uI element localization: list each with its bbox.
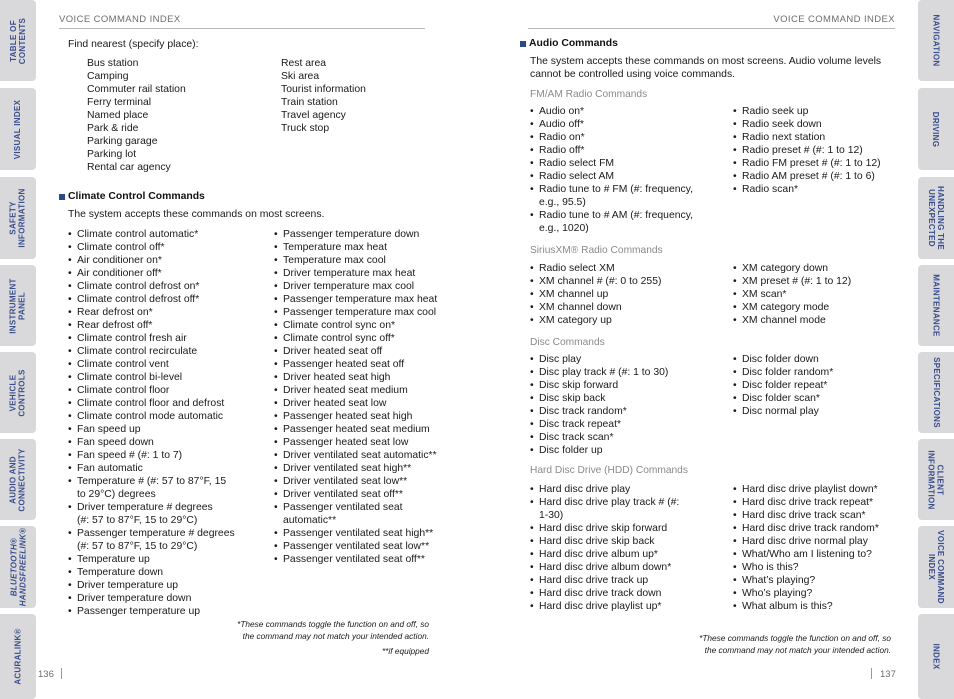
list-item: • Hard disc drive play	[530, 483, 679, 496]
list-item: Travel agency	[281, 110, 346, 121]
list-item: • Hard disc drive track up	[530, 574, 679, 587]
list-item: • Passenger heated seat high	[274, 410, 437, 423]
list-item: • XM category up	[530, 314, 661, 327]
list-item: • XM channel # (#: 0 to 255)	[530, 275, 661, 288]
list-item: • Disc skip forward	[530, 379, 668, 392]
list-item: • Climate control recirculate	[68, 345, 235, 358]
list-item: • Driver temperature max cool	[274, 280, 437, 293]
list-item: • XM channel up	[530, 288, 661, 301]
list-item: • Temperature max cool	[274, 254, 437, 267]
list-item: • What album is this?	[733, 600, 879, 613]
tab-maintenance[interactable]: MAINTENANCE	[918, 265, 954, 346]
list-item: • Passenger heated seat medium	[274, 423, 437, 436]
right-page-divider	[871, 668, 872, 679]
list-item: • Hard disc drive playlist up*	[530, 600, 679, 613]
list-item: • Radio AM preset # (#: 1 to 6)	[733, 170, 881, 183]
list-item: • Fan speed down	[68, 436, 235, 449]
list-item: • Driver heated seat low	[274, 397, 437, 410]
hdd-list-col1	[530, 483, 679, 613]
list-item: Bus station	[87, 58, 139, 69]
right-footnote: *These commands toggle the function on and off, so the command may not match your intended action.	[699, 633, 891, 655]
list-item: • What/Who am I listening to?	[733, 548, 879, 561]
list-item: • Radio seek up	[733, 105, 881, 118]
list-item: Rental car agency	[87, 162, 171, 173]
list-item: • Driver heated seat off	[274, 345, 437, 358]
list-item: • Driver ventilated seat low**	[274, 475, 437, 488]
siriusxm-list-col1	[530, 262, 661, 327]
list-item: • Climate control sync off*	[274, 332, 437, 345]
list-item: Parking lot	[87, 149, 137, 160]
left-tab-strip	[0, 0, 36, 699]
list-item: • Disc normal play	[733, 405, 833, 418]
tab-table-of-contents[interactable]: TABLE OF CONTENTS	[0, 0, 36, 81]
list-item: • Radio FM preset # (#: 1 to 12)	[733, 157, 881, 170]
list-item: • Passenger heated seat low	[274, 436, 437, 449]
list-item: • Disc play track # (#: 1 to 30)	[530, 366, 668, 379]
tab-safety-information[interactable]: SAFETY INFORMATION	[0, 177, 36, 259]
list-item: • Disc skip back	[530, 392, 668, 405]
list-item: • Driver temperature down	[68, 592, 235, 605]
left-footnote-if-equipped: **if equipped	[381, 646, 429, 656]
list-item: • Climate control defrost off*	[68, 293, 235, 306]
list-item: Parking garage	[87, 136, 158, 147]
list-item: • Radio next station	[733, 131, 881, 144]
tab-visual-index[interactable]: VISUAL INDEX	[0, 88, 36, 170]
list-item: • Climate control automatic*	[68, 228, 235, 241]
list-item: • Climate control mode automatic	[68, 410, 235, 423]
left-footnote: *These commands toggle the function on and off, so the command may not match your intended action.	[237, 619, 429, 641]
right-page-header: VOICE COMMAND INDEX	[528, 14, 895, 29]
list-item: • Radio on*	[530, 131, 693, 144]
list-item: Park & ride	[87, 123, 139, 134]
climate-list-col1	[68, 228, 235, 618]
list-item: Train station	[281, 97, 338, 108]
list-item: • Hard disc drive play track # (#: 1-30)	[530, 496, 679, 522]
list-item: • Rear defrost off*	[68, 319, 235, 332]
tab-index[interactable]: INDEX	[918, 614, 954, 699]
list-item: • Fan speed up	[68, 423, 235, 436]
list-item: • Audio off*	[530, 118, 693, 131]
list-item: Truck stop	[281, 123, 330, 134]
list-item: • Driver heated seat medium	[274, 384, 437, 397]
list-item: • Passenger ventilated seat automatic**	[274, 501, 437, 527]
list-item: Commuter rail station	[87, 84, 186, 95]
list-item: • XM category down	[733, 262, 851, 275]
right-page-number: 137	[880, 669, 896, 680]
list-item: • Disc track scan*	[530, 431, 668, 444]
fm-am-list-col2	[733, 105, 881, 196]
tab-vehicle-controls[interactable]: VEHICLE CONTROLS	[0, 352, 36, 433]
list-item: Ferry terminal	[87, 97, 152, 108]
list-item: • Hard disc drive track scan*	[733, 509, 879, 522]
list-item: • Fan automatic	[68, 462, 235, 475]
list-item: • Passenger ventilated seat high**	[274, 527, 437, 540]
list-item: • Hard disc drive playlist down*	[733, 483, 879, 496]
find-nearest-col2	[281, 57, 366, 135]
fm-am-title: FM/AM Radio Commands	[530, 89, 648, 100]
list-item: • Hard disc drive track repeat*	[733, 496, 879, 509]
siriusxm-title: SiriusXM® Radio Commands	[530, 245, 663, 256]
list-item: • XM channel mode	[733, 314, 851, 327]
list-item: • Driver heated seat high	[274, 371, 437, 384]
list-item: • Passenger temperature up	[68, 605, 235, 618]
tab-navigation[interactable]: NAVIGATION	[918, 0, 954, 81]
right-tab-strip	[918, 0, 954, 699]
list-item: • Radio select AM	[530, 170, 693, 183]
list-item: • Audio on*	[530, 105, 693, 118]
list-item: • XM preset # (#: 1 to 12)	[733, 275, 851, 288]
siriusxm-list-col2	[733, 262, 851, 327]
list-item: • Climate control floor	[68, 384, 235, 397]
list-item: • Climate control defrost on*	[68, 280, 235, 293]
list-item: • Climate control vent	[68, 358, 235, 371]
tab-instrument-panel[interactable]: INSTRUMENT PANEL	[0, 265, 36, 346]
disc-list-col1	[530, 353, 668, 457]
list-item: • Rear defrost on*	[68, 306, 235, 319]
list-item: Ski area	[281, 71, 320, 82]
disc-list-col2	[733, 353, 833, 418]
list-item: • Radio scan*	[733, 183, 881, 196]
list-item: • Disc track repeat*	[530, 418, 668, 431]
list-item: Camping	[87, 71, 129, 82]
list-item: • XM scan*	[733, 288, 851, 301]
list-item: • Driver ventilated seat off**	[274, 488, 437, 501]
audio-section-title: Audio Commands	[520, 38, 618, 49]
list-item: • Radio off*	[530, 144, 693, 157]
list-item: • XM channel down	[530, 301, 661, 314]
list-item: • XM category mode	[733, 301, 851, 314]
tab-driving[interactable]: DRIVING	[918, 88, 954, 170]
list-item: • Radio select FM	[530, 157, 693, 170]
list-item: • Temperature up	[68, 553, 235, 566]
list-item: • Who’s playing?	[733, 587, 879, 600]
list-item: • Disc folder random*	[733, 366, 833, 379]
hdd-title: Hard Disc Drive (HDD) Commands	[530, 465, 688, 476]
list-item: • Passenger temperature max heat	[274, 293, 437, 306]
fm-am-list-col1	[530, 105, 693, 235]
list-item: • Who is this?	[733, 561, 879, 574]
list-item: • Climate control floor and defrost	[68, 397, 235, 410]
list-item: • Disc folder down	[733, 353, 833, 366]
list-item: • Driver ventilated seat automatic**	[274, 449, 437, 462]
climate-list-col2	[274, 228, 437, 566]
list-item: • Driver temperature max heat	[274, 267, 437, 280]
tab-specifications[interactable]: SPECIFICATIONS	[918, 352, 954, 433]
find-nearest-col1	[87, 57, 186, 174]
list-item: • Hard disc drive track down	[530, 587, 679, 600]
list-item: • Disc folder scan*	[733, 392, 833, 405]
list-item: Tourist information	[281, 84, 366, 95]
list-item: • Air conditioner on*	[68, 254, 235, 267]
climate-intro: The system accepts these commands on most screens.	[68, 209, 325, 220]
tab-audio-and-connectivity[interactable]: AUDIO AND CONNECTIVITY	[0, 439, 36, 520]
list-item: Named place	[87, 110, 149, 121]
list-item: • Hard disc drive skip back	[530, 535, 679, 548]
list-item: • Radio tune to # AM (#: frequency, e.g., 1020)	[530, 209, 693, 235]
list-item: Rest area	[281, 58, 327, 69]
list-item: • What’s playing?	[733, 574, 879, 587]
list-item: • Passenger ventilated seat off**	[274, 553, 437, 566]
list-item: • Air conditioner off*	[68, 267, 235, 280]
list-item: • Passenger temperature max cool	[274, 306, 437, 319]
list-item: • Temperature down	[68, 566, 235, 579]
list-item: • Hard disc drive skip forward	[530, 522, 679, 535]
disc-title: Disc Commands	[530, 337, 605, 348]
list-item: • Radio select XM	[530, 262, 661, 275]
list-item: • Passenger temperature # degrees (#: 57 to 87°F, 15 to 29°C)	[68, 527, 235, 553]
list-item: • Climate control off*	[68, 241, 235, 254]
tab-client-information[interactable]: CLIENT INFORMATION	[918, 439, 954, 520]
list-item: • Disc folder repeat*	[733, 379, 833, 392]
tab-voice-command-index[interactable]: VOICE COMMAND INDEX	[918, 526, 954, 608]
left-page-number: 136	[38, 669, 54, 680]
left-page-divider	[61, 668, 62, 679]
list-item: • Hard disc drive track random*	[733, 522, 879, 535]
list-item: • Driver temperature # degrees (#: 57 to 87°F, 15 to 29°C)	[68, 501, 235, 527]
list-item: • Hard disc drive normal play	[733, 535, 879, 548]
audio-intro: The system accepts these commands on most screens. Audio volume levels cannot be controlled using voice commands.	[530, 56, 882, 80]
list-item: • Disc play	[530, 353, 668, 366]
list-item: • Hard disc drive album down*	[530, 561, 679, 574]
list-item: • Radio tune to # FM (#: frequency, e.g., 95.5)	[530, 183, 693, 209]
list-item: • Driver temperature up	[68, 579, 235, 592]
list-item: • Disc track random*	[530, 405, 668, 418]
list-item: • Temperature max heat	[274, 241, 437, 254]
left-page-header: VOICE COMMAND INDEX	[59, 14, 425, 29]
list-item: • Temperature # (#: 57 to 87°F, 15 to 29°C) degrees	[68, 475, 235, 501]
list-item: • Radio seek down	[733, 118, 881, 131]
list-item: • Passenger temperature down	[274, 228, 437, 241]
find-nearest-title: Find nearest (specify place):	[68, 39, 199, 50]
list-item: • Fan speed # (#: 1 to 7)	[68, 449, 235, 462]
climate-section-title: Climate Control Commands	[59, 191, 205, 202]
list-item: • Climate control bi-level	[68, 371, 235, 384]
hdd-list-col2	[733, 483, 879, 613]
tab-handling-the-unexpected[interactable]: HANDLING THE UNEXPECTED	[918, 177, 954, 259]
list-item: • Disc folder up	[530, 444, 668, 457]
list-item: • Radio preset # (#: 1 to 12)	[733, 144, 881, 157]
list-item: • Driver ventilated seat high**	[274, 462, 437, 475]
tab-bluetooth-handsfreelink[interactable]: BLUETOOTH® HANDSFREELINK®	[0, 526, 36, 608]
tab-acuralink[interactable]: ACURALINK®	[0, 614, 36, 699]
list-item: • Hard disc drive album up*	[530, 548, 679, 561]
list-item: • Passenger heated seat off	[274, 358, 437, 371]
list-item: • Climate control fresh air	[68, 332, 235, 345]
list-item: • Climate control sync on*	[274, 319, 437, 332]
list-item: • Passenger ventilated seat low**	[274, 540, 437, 553]
